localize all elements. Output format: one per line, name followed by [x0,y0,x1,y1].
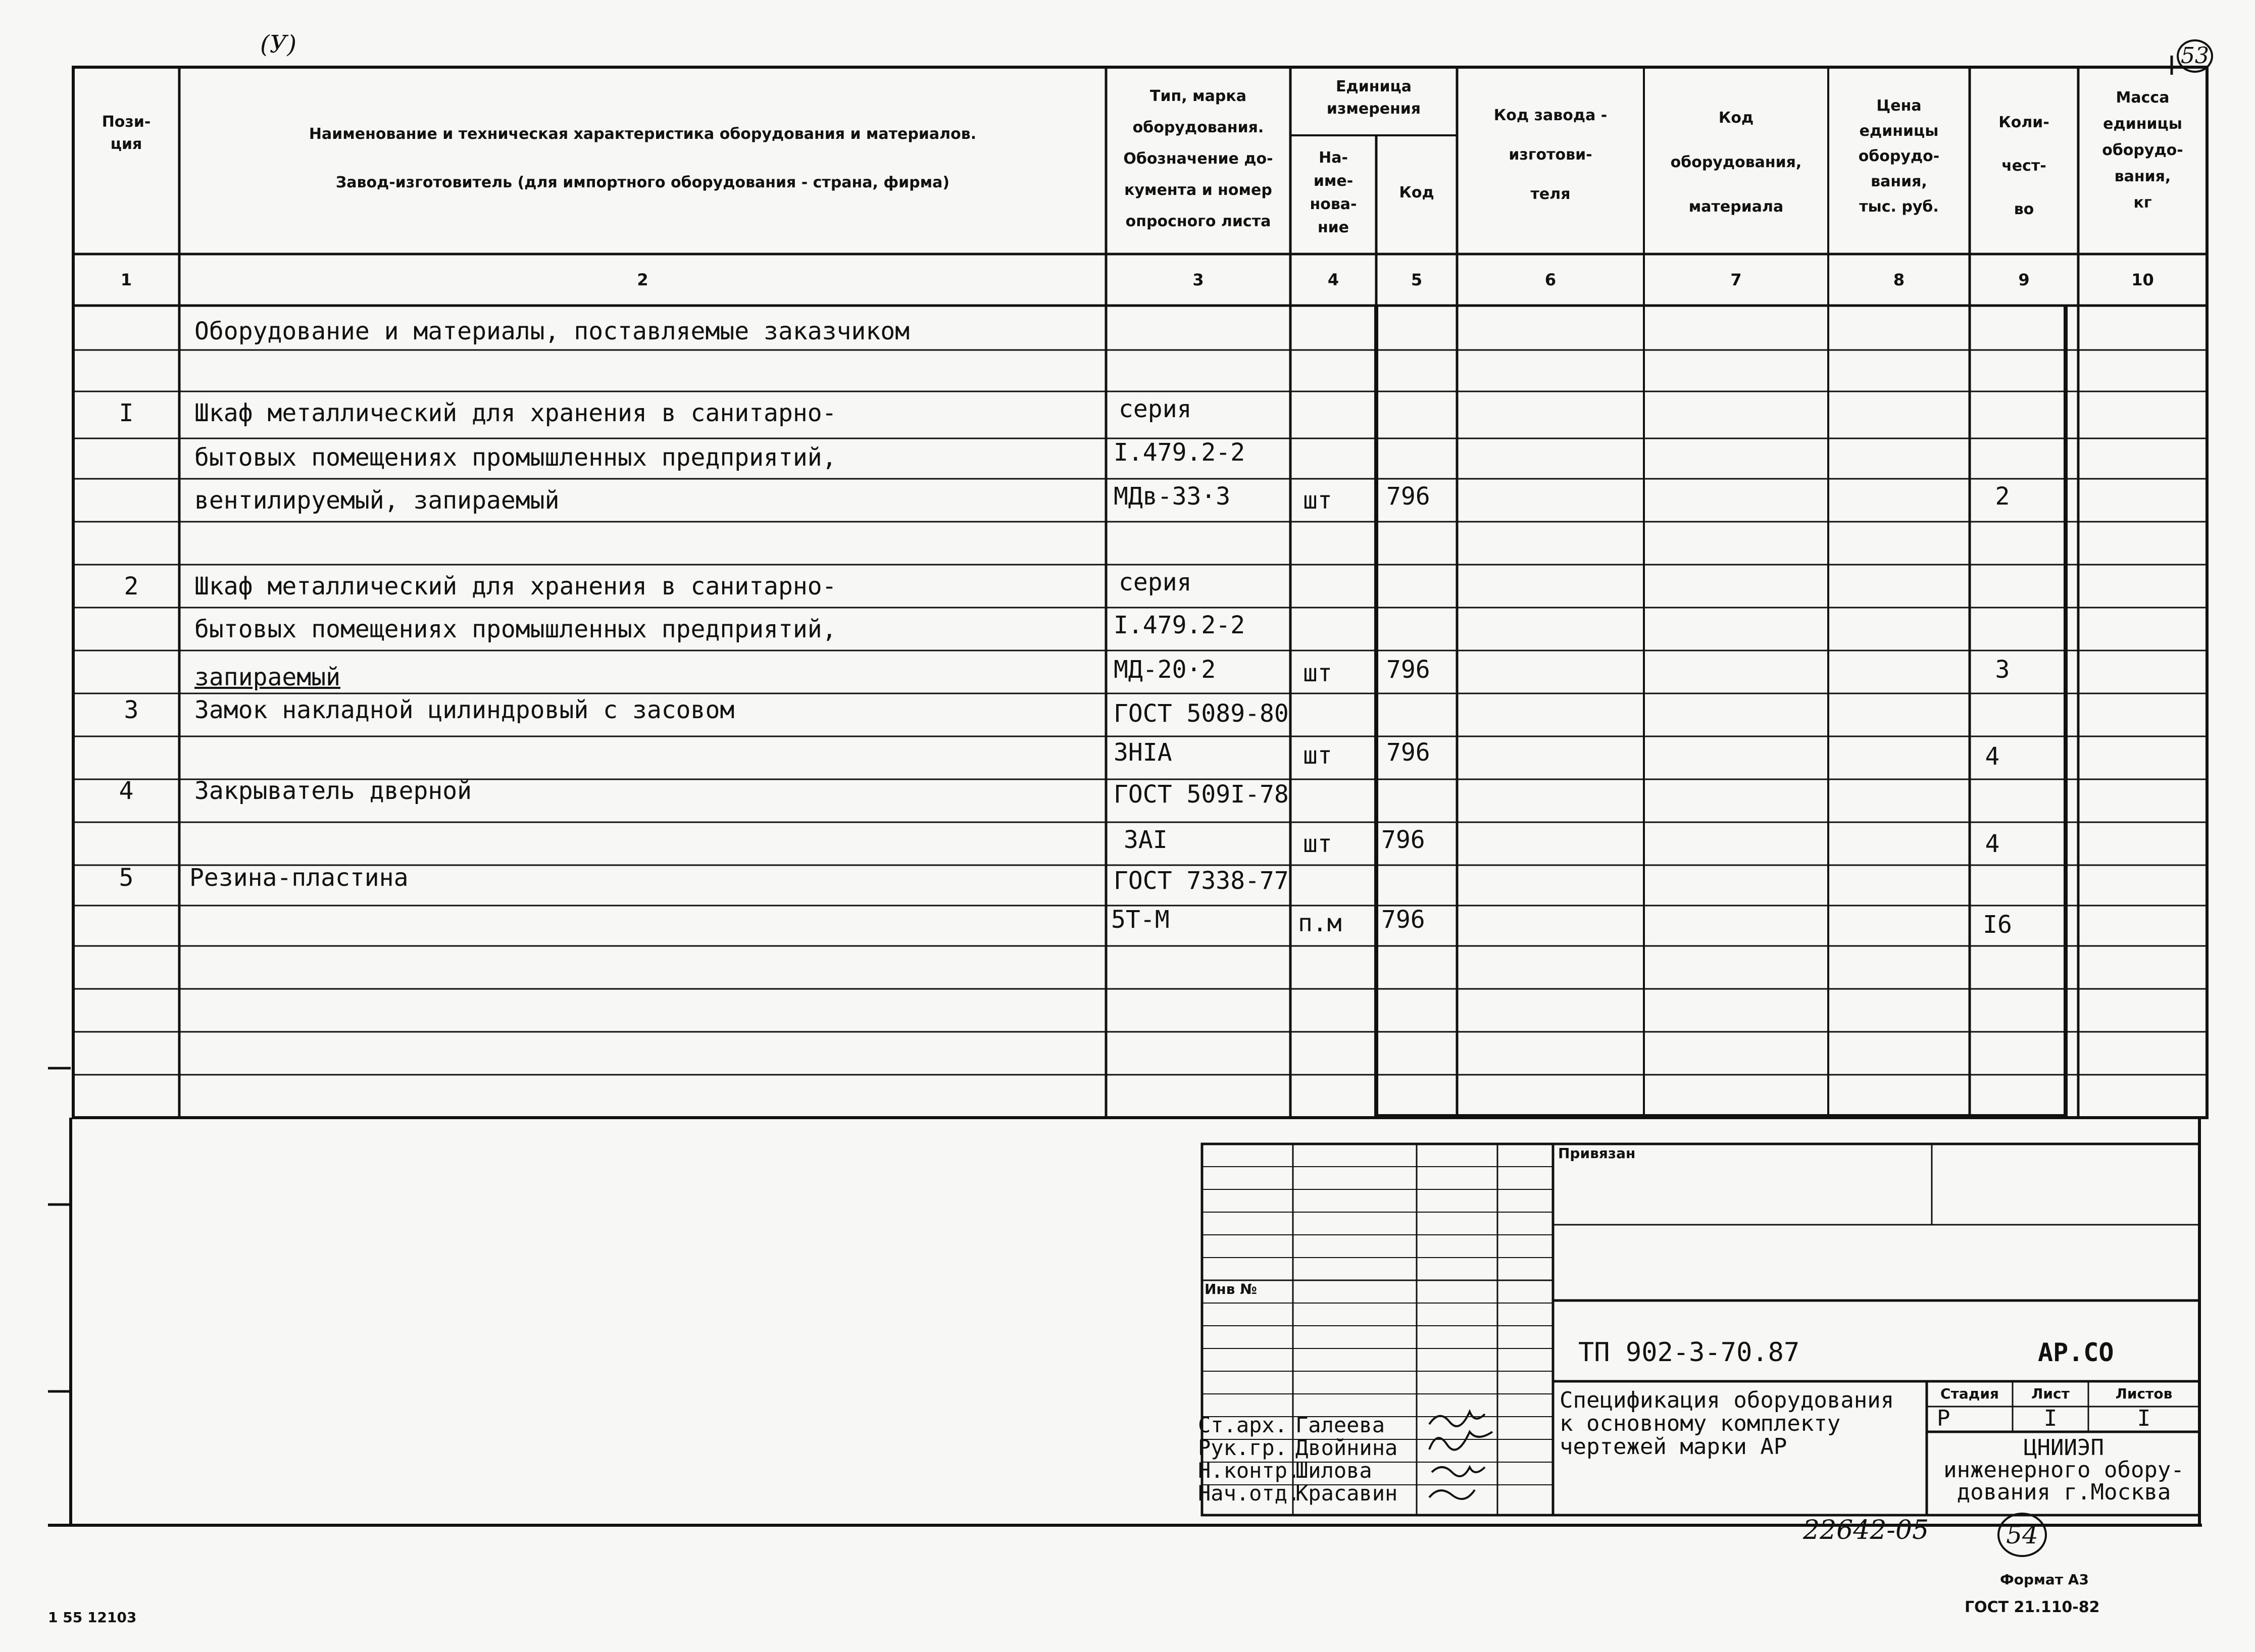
row-type: МД-20·2 [1114,656,1216,684]
col-number-8: 8 [1893,270,1905,289]
row-position: 3 [124,696,139,724]
row-type: I.479.2-2 [1114,438,1245,467]
row-name: Шкаф металлический для хранения в санитарно- [194,399,837,427]
row-type: серия [1119,395,1192,423]
col-header-2: Наименование и техническая характеристика оборудования и материалов. Завод-изготовитель (для импортного оборудования - страна, фирма) [309,125,977,191]
row-unit: шт [1303,659,1332,687]
col-number-10: 10 [2131,270,2154,289]
col-header-4: На- име- нова- ние [1310,149,1357,236]
col-header-1: Пози- ция [102,113,151,153]
row-type: серия [1119,568,1192,596]
col-number-6: 6 [1544,270,1557,289]
row-name: вентилируемый, запираемый [194,486,560,515]
col-number-9: 9 [2018,270,2030,289]
row-type: МДв-33·3 [1114,482,1231,511]
row-code: 796 [1381,826,1425,854]
row-unit: шт [1303,830,1332,858]
row-type: ЗАI [1124,826,1168,854]
col-header-6: Код завода - изготови- теля [1493,107,1608,203]
row-quantity: 2 [1995,482,2010,511]
gost-label: ГОСТ 21.110-82 [1965,1598,2100,1616]
col-number-5: 5 [1411,270,1423,289]
row-quantity: 3 [1995,656,2010,684]
signer-name: Красавин [1295,1481,1398,1506]
col-header-7: Код оборудования, материала [1670,109,1802,216]
row-code: 796 [1386,482,1430,511]
sheets-value: I [2137,1406,2151,1431]
row-unit: п.м [1298,909,1342,937]
row-name: Замок накладной цилиндровый с засовом [194,696,735,724]
col-number-2: 2 [637,270,648,289]
col-header-9: Коли- чест- во [1998,114,2049,218]
row-quantity: I6 [1983,911,2012,939]
row-type: ГОСТ 509I-78 [1114,780,1289,809]
signer-role: Нач.отд. [1198,1481,1300,1506]
row-quantity: 4 [1985,742,2000,771]
col-number-4: 4 [1327,270,1339,289]
print-code: 1 55 12103 [48,1609,137,1626]
sheets-label: Листов [2115,1385,2173,1402]
stage-label: Стадия [1940,1385,1999,1402]
row-name: Шкаф металлический для хранения в санитарно- [194,572,837,600]
row-code: 796 [1386,656,1430,684]
row-name: запираемый [194,663,340,691]
col-header-3: Тип, марка оборудования. Обозначение до- кумента и номер опросного листа [1123,87,1273,230]
row-type: ГОСТ 5089-80 [1114,699,1289,728]
inventory-number-label: Инв № [1205,1281,1257,1297]
signer-name: Двойнина [1295,1435,1398,1460]
sheet-value: I [2043,1406,2058,1431]
row-name: Резина-пластина [189,864,409,892]
format-label: Формат А3 [2000,1571,2089,1588]
col-header-5: Код [1399,184,1434,202]
header-note: (У) [260,30,297,59]
row-name: бытовых помещениях промышленных предприятий, [194,443,837,472]
row-position: 2 [124,572,139,600]
signer-role: Ст.арх. [1198,1413,1288,1437]
row-unit: шт [1303,486,1332,515]
row-unit: шт [1303,741,1332,770]
document-title: Спецификация оборудования к основному комплекту чертежей марки АР [1560,1387,1894,1460]
col-header-10: Масса единицы оборудо- вания, кг [2102,89,2183,212]
row-quantity: 4 [1985,830,2000,858]
col-number-7: 7 [1730,270,1742,289]
document-mark: АР.СО [2038,1338,2114,1367]
row-position: I [119,399,134,427]
section-title: Оборудование и материалы, поставляемые заказчиком [194,317,910,345]
col-number-3: 3 [1192,270,1204,289]
row-type: ГОСТ 7338-77 [1114,867,1289,895]
row-name: Закрыватель дверной [194,777,472,805]
archive-number: 22642-05 [1803,1515,1929,1545]
sheet-number-top: 53 [2177,39,2213,73]
col-header-unit-group: Единица измерения [1326,78,1421,118]
document-code: ТП 902-3-70.87 [1578,1337,1800,1368]
privyazan-label: Привязан [1558,1145,1636,1162]
row-type: ЗНIА [1114,738,1172,767]
sheet-label: Лист [2031,1385,2070,1402]
row-name: бытовых помещениях промышленных предприятий, [194,615,837,643]
signer-role: Н.контр. [1198,1458,1300,1483]
row-code: 796 [1381,906,1425,934]
row-type: I.479.2-2 [1114,611,1245,639]
signer-name: Шилова [1295,1458,1372,1483]
signer-role: Рук.гр. [1198,1435,1288,1460]
stage-value: Р [1937,1406,1950,1431]
row-type: 5Т-М [1111,906,1170,934]
sheet-number-bottom: 54 [1997,1513,2047,1557]
organization: ЦНИИЭП инженерного обору- дования г.Москва [1943,1435,2184,1505]
row-position: 5 [119,864,134,892]
row-code: 796 [1386,738,1430,767]
row-position: 4 [119,777,134,805]
col-header-8: Цена единицы оборудо- вания, тыс. руб. [1858,97,1940,216]
signer-name: Галеева [1295,1413,1385,1437]
col-number-1: 1 [120,270,132,289]
